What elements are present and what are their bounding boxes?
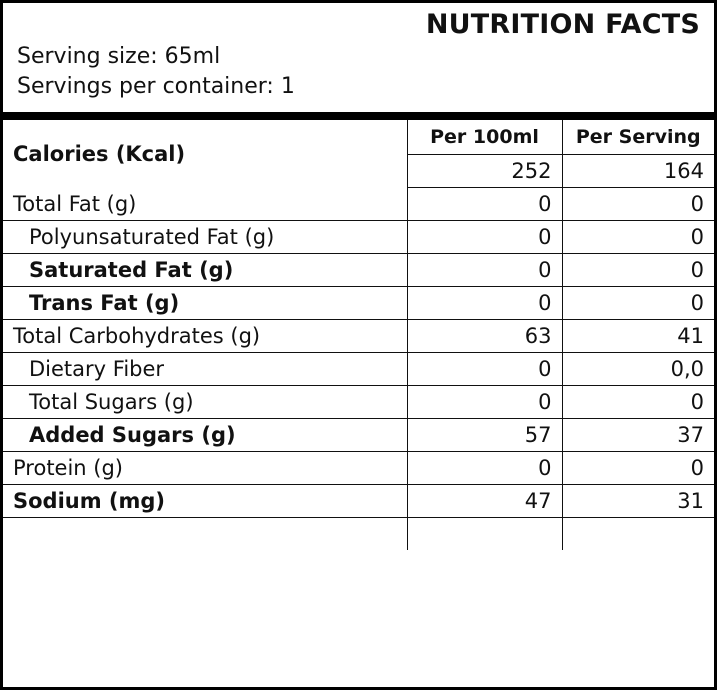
row-label-polyunsaturated-fat: Polyunsaturated Fat (g)	[3, 221, 407, 254]
filler-per-serving	[562, 518, 714, 551]
serving-size: Serving size: 65ml	[17, 44, 221, 69]
row-label-total-carbohydrates: Total Carbohydrates (g)	[3, 320, 407, 353]
table-row	[3, 188, 714, 221]
sodium-per-serving: 31	[562, 485, 714, 518]
row-label-total-sugars: Total Sugars (g)	[3, 386, 407, 419]
protein-per-serving: 0	[562, 452, 714, 485]
table-row	[3, 120, 714, 155]
row-label-total-fat: Total Fat (g)	[3, 188, 407, 221]
table-row	[3, 287, 714, 320]
servings-per-container: Servings per container: 1	[17, 74, 295, 99]
row-label-dietary-fiber: Dietary Fiber	[3, 353, 407, 386]
row-label-saturated-fat: Saturated Fat (g)	[3, 254, 407, 287]
added-sugars-per-serving: 37	[562, 419, 714, 452]
row-label-trans-fat: Trans Fat (g)	[3, 287, 407, 320]
total-sugars-per-100ml: 0	[407, 386, 562, 419]
saturated-fat-per-serving: 0	[562, 254, 714, 287]
nutrition-table-body	[3, 120, 714, 550]
calories-per-100ml: 252	[407, 155, 562, 188]
page-title: NUTRITION FACTS	[425, 9, 700, 40]
table-row	[3, 221, 714, 254]
calories-per-serving: 164	[562, 155, 714, 188]
dietary-fiber-per-serving: 0,0	[562, 353, 714, 386]
saturated-fat-per-100ml: 0	[407, 254, 562, 287]
table-row	[3, 386, 714, 419]
dietary-fiber-per-100ml: 0	[407, 353, 562, 386]
total-sugars-per-serving: 0	[562, 386, 714, 419]
table-row	[3, 353, 714, 386]
nutrition-table	[3, 120, 714, 550]
total-fat-per-serving: 0	[562, 188, 714, 221]
filler-per-100ml	[407, 518, 562, 551]
polyunsaturated-fat-per-serving: 0	[562, 221, 714, 254]
row-label-sodium: Sodium (mg)	[3, 485, 407, 518]
polyunsaturated-fat-per-100ml: 0	[407, 221, 562, 254]
column-header-per-100ml: Per 100ml	[407, 120, 562, 155]
filler-name	[3, 518, 407, 551]
total-fat-per-100ml: 0	[407, 188, 562, 221]
row-label-calories: Calories (Kcal)	[3, 120, 407, 188]
total-carbohydrates-per-100ml: 63	[407, 320, 562, 353]
table-row	[3, 485, 714, 518]
row-label-added-sugars: Added Sugars (g)	[3, 419, 407, 452]
table-row	[3, 254, 714, 287]
trans-fat-per-serving: 0	[562, 287, 714, 320]
table-row	[3, 320, 714, 353]
table-row-filler	[3, 518, 714, 551]
thick-divider	[3, 112, 714, 120]
total-carbohydrates-per-serving: 41	[562, 320, 714, 353]
sodium-per-100ml: 47	[407, 485, 562, 518]
added-sugars-per-100ml: 57	[407, 419, 562, 452]
table-row	[3, 452, 714, 485]
row-label-protein: Protein (g)	[3, 452, 407, 485]
column-header-per-serving: Per Serving	[562, 120, 714, 155]
protein-per-100ml: 0	[407, 452, 562, 485]
serving-info	[3, 40, 714, 108]
trans-fat-per-100ml: 0	[407, 287, 562, 320]
title-row	[3, 3, 714, 40]
table-row	[3, 419, 714, 452]
